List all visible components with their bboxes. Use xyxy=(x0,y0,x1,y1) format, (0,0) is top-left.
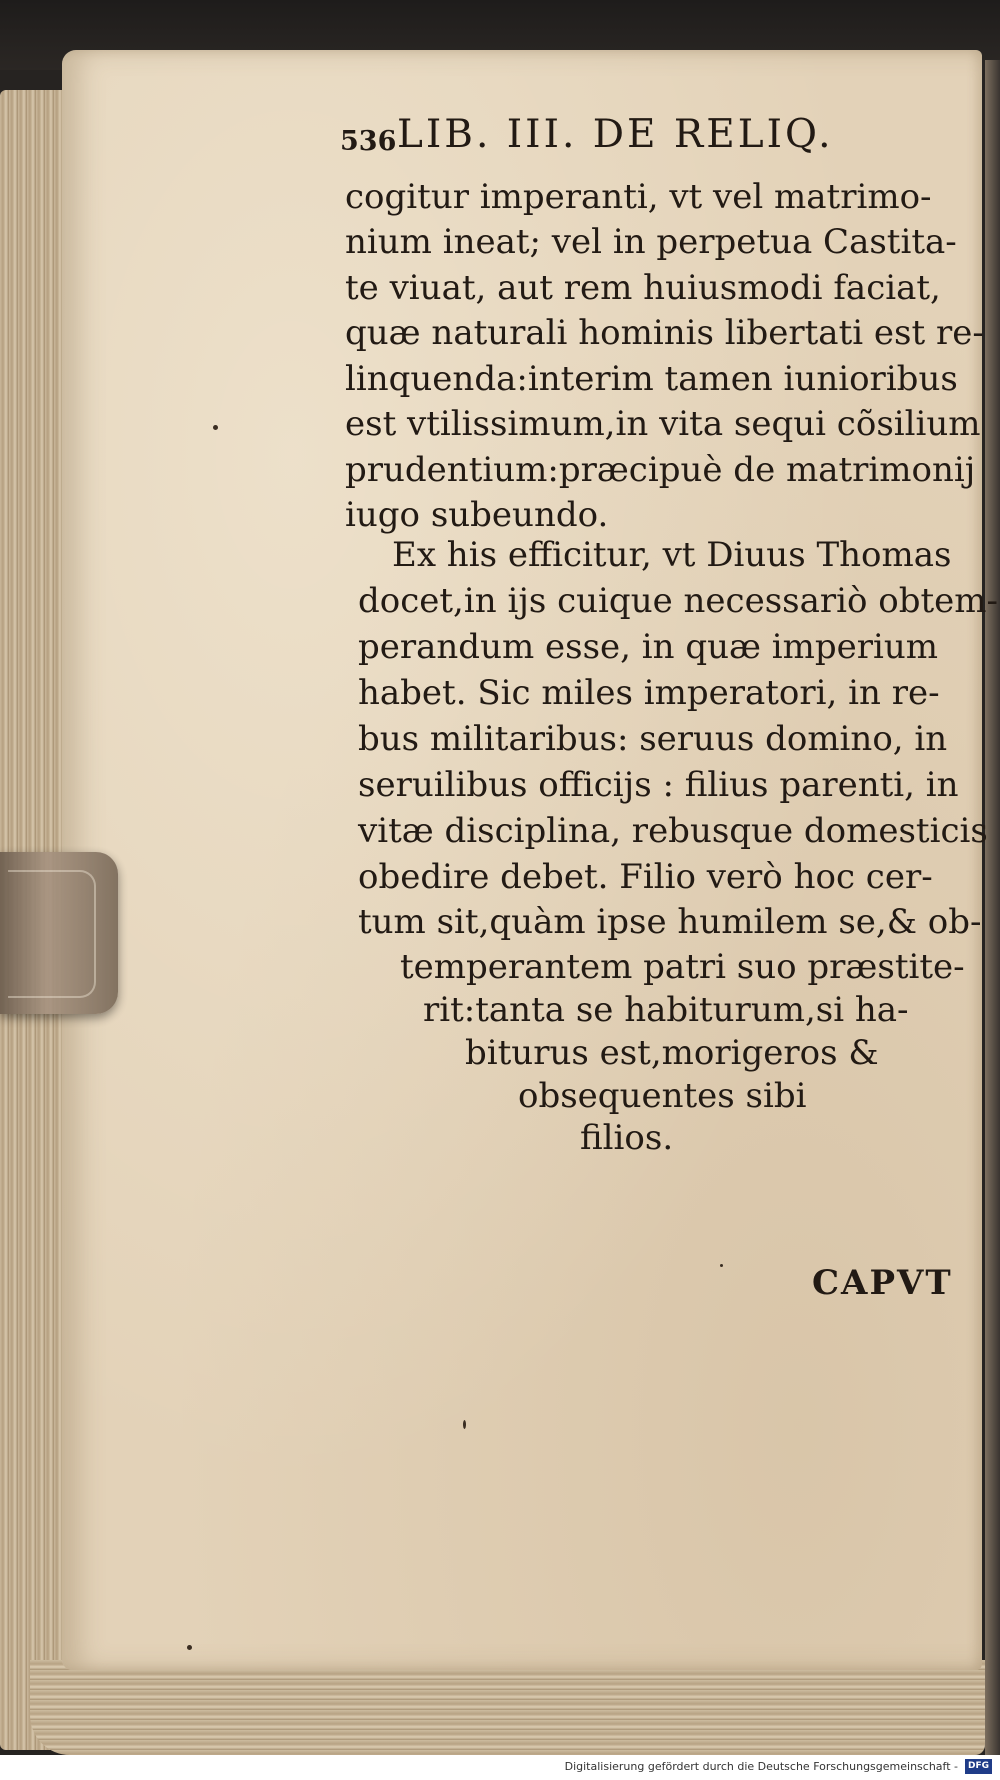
ink-speck xyxy=(187,1645,192,1650)
text-line: prudentium:præcipuè de matrimonij xyxy=(345,450,976,490)
text-line: seruilibus officijs : filius parenti, in xyxy=(358,765,959,805)
text-line: tum sit,quàm ipse humilem se,& ob- xyxy=(358,902,982,942)
running-head: LIB. III. DE RELIQ. xyxy=(397,112,834,157)
dfg-logo: DFG xyxy=(965,1759,992,1774)
footer-credit: Digitalisierung gefördert durch die Deutsche Forschungsgemeinschaft - xyxy=(564,1760,958,1773)
text-line: Ex his efficitur, vt Diuus Thomas xyxy=(392,535,952,575)
text-line: habet. Sic miles imperatori, in re- xyxy=(358,673,940,713)
ink-speck xyxy=(720,1264,723,1267)
text-line: obsequentes sibi xyxy=(518,1076,807,1116)
bottom-page-edges xyxy=(30,1660,985,1755)
catchword: CAPVT xyxy=(812,1263,953,1303)
text-line: filios. xyxy=(580,1118,674,1158)
text-line: te viuat, aut rem huiusmodi faciat, xyxy=(345,268,941,308)
text-line: perandum esse, in quæ imperium xyxy=(358,627,939,667)
text-line: iugo subeundo. xyxy=(345,495,609,535)
right-page-edge xyxy=(985,60,1000,1760)
ink-speck xyxy=(213,425,218,430)
ink-speck xyxy=(463,1420,466,1429)
page-clip xyxy=(0,852,118,1014)
page-header xyxy=(340,112,960,172)
text-line: nium ineat; vel in perpetua Castita- xyxy=(345,222,957,262)
text-line: cogitur imperanti, vt vel matrimo- xyxy=(345,177,932,217)
page-number: 536 xyxy=(340,126,397,157)
text-line: rit:tanta se habiturum,si ha- xyxy=(423,990,909,1030)
text-line: vitæ disciplina, rebusque domesticis xyxy=(358,811,988,851)
text-line: temperantem patri suo præstite- xyxy=(400,947,965,987)
text-line: est vtilissimum,in vita sequi cõsilium xyxy=(345,404,981,444)
text-line: biturus est,morigeros & xyxy=(465,1033,879,1073)
text-line: bus militaribus: seruus domino, in xyxy=(358,719,948,759)
text-line: docet,in ijs cuique necessariò obtem- xyxy=(358,581,999,621)
text-line: obedire debet. Filio verò hoc cer- xyxy=(358,857,933,897)
text-line: quæ naturali hominis libertati est re- xyxy=(345,313,984,353)
text-line: linquenda:interim tamen iunioribus xyxy=(345,359,958,399)
